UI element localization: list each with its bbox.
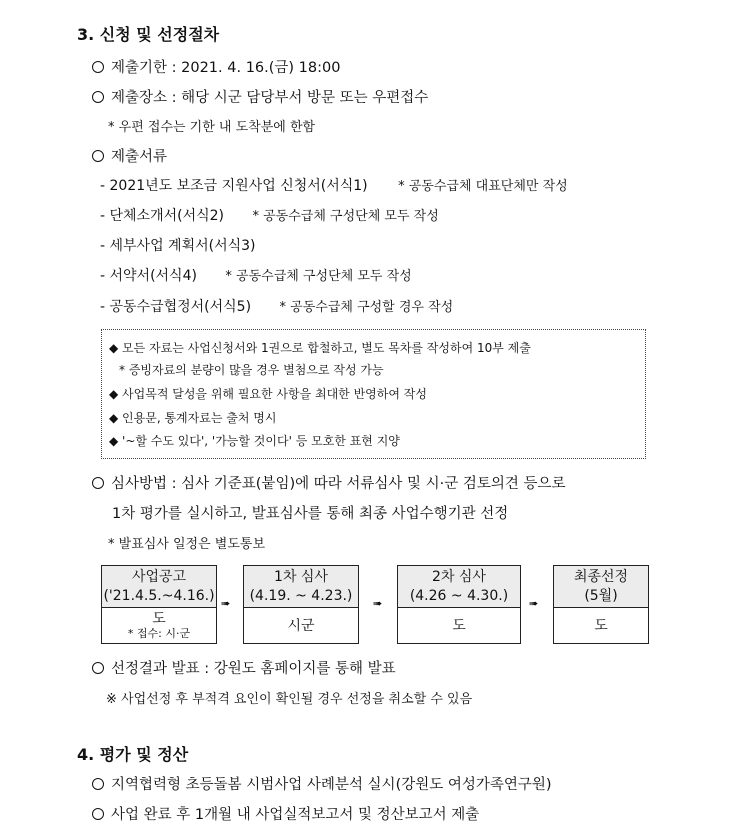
review-line-1: 심사방법 : 심사 기준표(붙임)에 따라 서류심사 및 시·군 검토의견 등으로 (111, 476, 566, 492)
doc-line (100, 205, 439, 225)
flow-step-body: 도 (594, 618, 608, 634)
flow-step-second-review (397, 565, 521, 644)
flow-step-title: 1차 심사 (274, 569, 328, 585)
flow-step-date: (4.19. ~ 4.23.) (249, 588, 353, 604)
place-text: 제출장소 : 해당 시군 담당부서 방문 또는 우편접수 (111, 90, 429, 106)
circle-bullet-icon (92, 808, 104, 820)
circle-bullet-icon (92, 61, 104, 73)
note-line: ◆ 모든 자료는 사업신청서와 1권으로 합철하고, 별도 목차를 작성하여 10부 제출 (109, 341, 531, 355)
flow-step-header (554, 566, 648, 608)
section-3-title: 3. 신청 및 선정절차 (77, 25, 220, 44)
eval-text: 사업 완료 후 1개월 내 사업실적보고서 및 정산보고서 제출 (111, 807, 480, 823)
eval-item (92, 803, 479, 824)
flow-step-body: 도 (452, 618, 466, 634)
circle-bullet-icon (92, 91, 104, 103)
doc-note: * 공동수급체 구성단체 모두 작성 (225, 269, 412, 284)
review-item (92, 472, 565, 493)
flow-arrow-icon: ➠ (373, 597, 381, 610)
flow-step-final (553, 565, 649, 644)
doc-label: - 세부사업 계획서(서식3) (100, 238, 256, 254)
flow-step-body: 시군 (287, 618, 315, 634)
circle-bullet-icon (92, 150, 104, 162)
place-note: * 우편 접수는 기한 내 도착분에 한함 (108, 120, 316, 135)
note-line: * 증빙자료의 분량이 많을 경우 별첨으로 작성 가능 (119, 363, 384, 377)
circle-bullet-icon (92, 778, 104, 790)
flow-step-announce (101, 565, 217, 644)
doc-note: * 공동수급체 구성단체 모두 작성 (252, 209, 439, 224)
flow-step-title: 최종선정 (573, 569, 629, 585)
doc-note: * 공동수급체 구성할 경우 작성 (279, 300, 454, 315)
doc-line (100, 235, 256, 255)
review-line-2: 1차 평가를 실시하고, 발표심사를 통해 최종 사업수행기관 선정 (112, 506, 509, 522)
flow-step-header (244, 566, 358, 608)
docs-title: 제출서류 (111, 149, 168, 165)
doc-line (100, 175, 568, 195)
doc-line (100, 296, 453, 316)
eval-item (92, 773, 552, 794)
review-note: * 발표심사 일정은 별도통보 (108, 537, 266, 552)
circle-bullet-icon (92, 477, 104, 489)
section-4-title: 4. 평가 및 정산 (77, 745, 189, 764)
flow-arrow-icon: ➠ (529, 597, 537, 610)
result-note: ※ 사업선정 후 부적격 요인이 확인될 경우 선정을 취소할 수 있음 (106, 692, 473, 707)
note-line: ◆ '~할 수도 있다', '가능할 것이다' 등 모호한 표현 지양 (109, 434, 400, 448)
note-line: ◆ 사업목적 달성을 위해 필요한 사항을 최대한 반영하여 작성 (109, 387, 427, 401)
flow-step-first-review (243, 565, 359, 644)
doc-note: * 공동수급체 대표단체만 작성 (398, 179, 568, 194)
deadline-item (92, 56, 340, 77)
flow-arrow-icon: ➠ (221, 597, 229, 610)
flow-step-date: ('21.4.5.~4.16.) (103, 588, 215, 604)
doc-label: - 단체소개서(서식2) (100, 208, 225, 224)
flow-step-sub: * 접수: 시·군 (127, 627, 191, 640)
flow-step-title: 사업공고 (131, 569, 187, 585)
result-item (92, 657, 396, 678)
flow-step-header (398, 566, 520, 608)
flow-step-title: 2차 심사 (432, 569, 486, 585)
doc-line (100, 265, 412, 285)
doc-label: - 공동수급협정서(서식5) (100, 299, 252, 315)
docs-item (92, 145, 167, 166)
doc-label: - 2021년도 보조금 지원사업 신청서(서식1) (100, 178, 368, 194)
deadline-text: 제출기한 : 2021. 4. 16.(금) 18:00 (111, 60, 341, 76)
flow-step-date: (4.26 ~ 4.30.) (409, 588, 509, 604)
place-item (92, 86, 428, 107)
circle-bullet-icon (92, 662, 104, 674)
flow-step-header (102, 566, 216, 608)
flow-step-date: (5월) (584, 588, 618, 604)
note-line: ◆ 인용문, 통계자료는 출처 명시 (109, 411, 277, 425)
eval-text: 지역협력형 초등돌봄 시범사업 사례분석 실시(강원도 여성가족연구원) (111, 777, 552, 793)
result-text: 선정결과 발표 : 강원도 홈페이지를 통해 발표 (111, 661, 396, 677)
doc-label: - 서약서(서식4) (100, 268, 197, 284)
flow-step-body: 도 (152, 611, 166, 627)
